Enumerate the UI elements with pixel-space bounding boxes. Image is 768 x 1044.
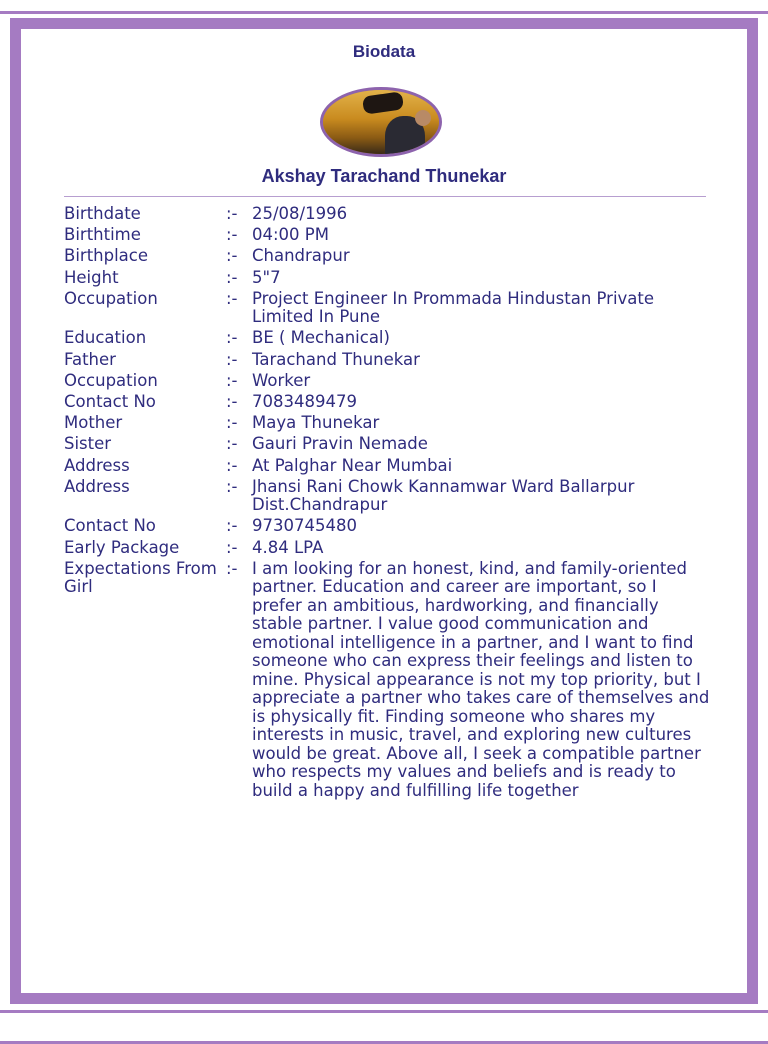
detail-row bbox=[64, 329, 714, 348]
field-separator: :- bbox=[226, 476, 238, 496]
field-separator: :- bbox=[226, 225, 238, 245]
field-value: 5"7 bbox=[252, 267, 281, 287]
detail-row bbox=[64, 517, 714, 536]
detail-row bbox=[64, 435, 714, 454]
field-label: Birthtime bbox=[64, 225, 141, 245]
detail-row bbox=[64, 372, 714, 391]
field-separator: :- bbox=[226, 328, 238, 348]
field-separator: :- bbox=[226, 516, 238, 536]
field-label: Birthdate bbox=[64, 204, 141, 223]
field-value: 9730745480 bbox=[252, 516, 357, 536]
field-separator: :- bbox=[226, 537, 238, 557]
detail-row bbox=[64, 478, 714, 515]
field-label: Contact No bbox=[64, 392, 156, 411]
detail-row bbox=[64, 226, 714, 245]
field-value: Project Engineer In Prommada Hindustan Private Limited In Pune bbox=[252, 288, 655, 327]
document-title: Biodata bbox=[352, 42, 416, 61]
field-separator: :- bbox=[226, 392, 238, 411]
field-value: Jhansi Rani Chowk Kannamwar Ward Ballarpur Dist.Chandrapur bbox=[252, 476, 635, 515]
field-label: Education bbox=[64, 328, 147, 348]
field-value: 7083489479 bbox=[252, 392, 357, 411]
field-separator: :- bbox=[226, 558, 238, 578]
field-value: BE ( Mechanical) bbox=[252, 328, 390, 348]
field-label: Expectations From Girl bbox=[64, 558, 217, 597]
field-value: 25/08/1996 bbox=[252, 204, 348, 223]
field-label: Sister bbox=[64, 434, 112, 454]
detail-row bbox=[64, 539, 714, 558]
person-name: Akshay Tarachand Thunekar bbox=[261, 166, 507, 186]
field-label: Address bbox=[64, 455, 130, 475]
detail-row bbox=[64, 560, 714, 801]
field-label: Height bbox=[64, 267, 119, 287]
field-value: At Palghar Near Mumbai bbox=[252, 455, 453, 475]
detail-row bbox=[64, 351, 714, 370]
field-value: Worker bbox=[252, 370, 311, 390]
field-separator: :- bbox=[226, 267, 238, 287]
field-separator: :- bbox=[226, 349, 238, 369]
detail-row bbox=[64, 205, 714, 224]
detail-row bbox=[64, 457, 714, 476]
field-separator: :- bbox=[226, 204, 238, 223]
detail-row bbox=[64, 247, 714, 266]
photo-head-shape bbox=[415, 110, 431, 126]
decorative-bottom-border bbox=[0, 1010, 768, 1044]
field-separator: :- bbox=[226, 288, 238, 308]
field-separator: :- bbox=[226, 455, 238, 475]
field-value: 4.84 LPA bbox=[252, 537, 324, 557]
field-label: Occupation bbox=[64, 370, 158, 390]
field-separator: :- bbox=[226, 413, 238, 433]
field-value: I am looking for an honest, kind, and family-oriented partner. Education and career are important, so I prefer an ambitious, hardworking, and financially stable partner. I value good communication and emotional intelligence in a partner, and I want to find someone who can express their feelings and listen to mine. Physical appearance is not my top priority, but I appreciate a partner who takes care of themselves and is physically fit. Finding someone who shares my interests in music, travel, and exploring new cultures would be great. Above all, I seek a compatible partner who respects my values and beliefs and is ready to build a happy and fulfilling life together bbox=[252, 558, 710, 800]
field-separator: :- bbox=[226, 434, 238, 454]
field-label: Birthplace bbox=[64, 246, 149, 266]
field-value: Tarachand Thunekar bbox=[252, 349, 420, 369]
field-label: Father bbox=[64, 349, 116, 369]
field-separator: :- bbox=[226, 246, 238, 266]
field-label: Mother bbox=[64, 413, 123, 433]
detail-row bbox=[64, 393, 714, 412]
field-label: Contact No bbox=[64, 516, 156, 536]
field-separator: :- bbox=[226, 370, 238, 390]
field-value: Chandrapur bbox=[252, 246, 350, 266]
detail-row bbox=[64, 290, 714, 327]
field-label: Occupation bbox=[64, 288, 158, 308]
field-label: Address bbox=[64, 476, 130, 496]
profile-photo bbox=[320, 87, 442, 157]
field-label: Early Package bbox=[64, 537, 180, 557]
field-value: Maya Thunekar bbox=[252, 413, 380, 433]
field-value: 04:00 PM bbox=[252, 225, 329, 245]
decorative-top-border bbox=[0, 0, 768, 14]
field-value: Gauri Pravin Nemade bbox=[252, 434, 428, 454]
details-table bbox=[64, 205, 714, 803]
header-divider bbox=[64, 196, 706, 197]
detail-row bbox=[64, 414, 714, 433]
detail-row bbox=[64, 269, 714, 288]
